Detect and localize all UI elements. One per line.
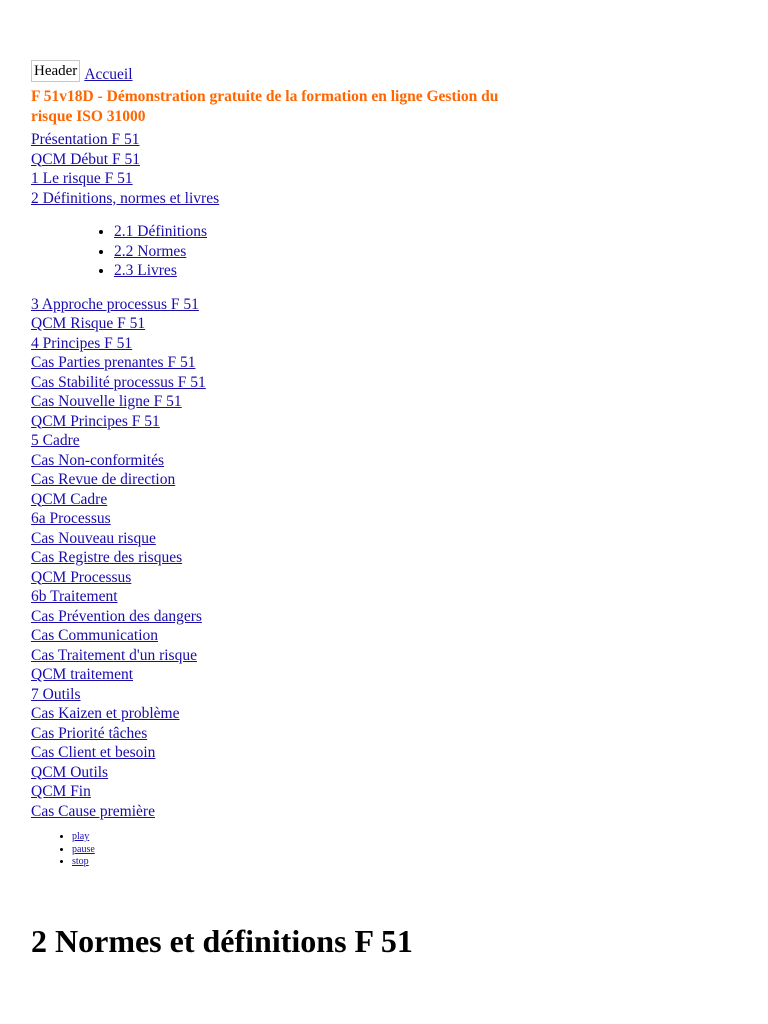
subnav-link[interactable]: 2.2 Normes — [114, 242, 187, 260]
nav-link[interactable]: Cas Cause première — [31, 802, 155, 820]
nav-list-item — [31, 724, 751, 744]
nav-link[interactable]: QCM Fin — [31, 783, 91, 800]
subnav-link[interactable]: 2.1 Définitions — [114, 223, 207, 240]
nav-list-item — [31, 189, 751, 209]
play-link[interactable]: play — [72, 831, 90, 842]
stop-link[interactable]: stop — [72, 856, 89, 867]
nav-list-item — [31, 373, 751, 393]
nav-list-item — [114, 242, 751, 262]
nav-list-item — [31, 451, 751, 471]
nav-link[interactable]: 3 Approche processus F 51 — [31, 295, 199, 313]
page-title: 2 Normes et définitions F 51 — [31, 923, 413, 959]
nav-list-item — [31, 392, 751, 412]
nav-list-item — [31, 412, 751, 432]
nav-list-item — [31, 470, 751, 490]
media-control-item — [72, 856, 751, 869]
nav-list-item — [31, 548, 751, 568]
nav-list-item — [31, 587, 751, 607]
nav-link[interactable]: QCM Risque F 51 — [31, 315, 146, 332]
nav-list-item — [31, 509, 751, 529]
nav-link[interactable]: Cas Nouveau risque — [31, 529, 156, 547]
course-title: F 51v18D - Démonstration gratuite de la formation en ligne Gestion du risque ISO 31000 — [31, 88, 499, 125]
nav-link[interactable]: Cas Priorité tâches — [31, 724, 148, 742]
nav-list-item — [31, 490, 751, 510]
nav-link[interactable]: Cas Traitement d'un risque — [31, 646, 197, 664]
nav-link[interactable]: Cas Registre des risques — [31, 549, 183, 566]
nav-link[interactable]: Cas Stabilité processus F 51 — [31, 373, 206, 391]
nav-link[interactable]: Cas Nouvelle ligne F 51 — [31, 393, 182, 410]
pause-link[interactable]: pause — [72, 843, 95, 855]
nav-list-item — [31, 607, 751, 627]
nav-link[interactable]: Cas Parties prenantes F 51 — [31, 354, 196, 371]
nav-link[interactable]: QCM Outils — [31, 763, 109, 781]
nav-link[interactable]: Cas Communication — [31, 627, 159, 644]
nav-list-item — [31, 782, 751, 802]
nav-link[interactable]: Cas Revue de direction — [31, 471, 176, 488]
subnav-link[interactable]: 2.3 Livres — [114, 262, 177, 279]
nav-list-item — [31, 704, 751, 724]
nav-list-item — [114, 261, 751, 281]
nav-link[interactable]: QCM Principes F 51 — [31, 412, 160, 430]
nav-link[interactable]: 6b Traitement — [31, 588, 118, 605]
media-control-item — [72, 831, 751, 844]
nav-link[interactable]: Cas Kaizen et problème — [31, 705, 180, 722]
media-control-item — [72, 844, 751, 857]
nav-list-item — [31, 626, 751, 646]
nav-link[interactable]: QCM Processus — [31, 568, 132, 586]
nav-link[interactable]: QCM traitement — [31, 666, 134, 683]
nav-link[interactable]: Cas Prévention des dangers — [31, 607, 202, 625]
nav-link[interactable]: QCM Cadre — [31, 490, 108, 508]
nav-link[interactable]: 5 Cadre — [31, 432, 80, 449]
nav-list-item — [31, 353, 751, 373]
nav-list-item — [31, 568, 751, 588]
nav-list-item — [31, 314, 751, 334]
nav-link[interactable]: QCM Début F 51 — [31, 150, 140, 168]
nav-list-item — [31, 763, 751, 783]
nav-link[interactable]: 6a Processus — [31, 510, 111, 527]
nav-list-item — [31, 295, 751, 315]
course-nav-list-continued — [31, 295, 751, 822]
nav-list-item — [31, 665, 751, 685]
nav-link[interactable]: Présentation F 51 — [31, 131, 140, 148]
nav-list-item — [114, 222, 751, 242]
nav-link[interactable]: Cas Non-conformités — [31, 451, 165, 469]
header-label: Header — [31, 60, 80, 82]
course-nav-list — [31, 130, 751, 208]
nav-list-item — [31, 169, 751, 189]
nav-link[interactable]: Cas Client et besoin — [31, 744, 156, 761]
nav-list-item — [31, 529, 751, 549]
nav-list-item — [31, 130, 751, 150]
nav-list-item — [31, 646, 751, 666]
course-subnav-list — [31, 222, 751, 281]
media-controls — [31, 831, 751, 869]
nav-link[interactable]: 7 Outils — [31, 685, 81, 703]
nav-link[interactable]: 4 Principes F 51 — [31, 334, 133, 352]
nav-link[interactable]: 2 Définitions, normes et livres — [31, 189, 220, 207]
nav-list-item — [31, 685, 751, 705]
header-row — [31, 56, 751, 82]
nav-list-item — [31, 743, 751, 763]
nav-link[interactable]: 1 Le risque F 51 — [31, 170, 133, 187]
nav-list-item — [31, 150, 751, 170]
home-link[interactable]: Accueil — [84, 66, 133, 83]
nav-list-item — [31, 431, 751, 451]
nav-list-item — [31, 802, 751, 822]
nav-list-item — [31, 334, 751, 354]
page-content — [31, 56, 751, 959]
